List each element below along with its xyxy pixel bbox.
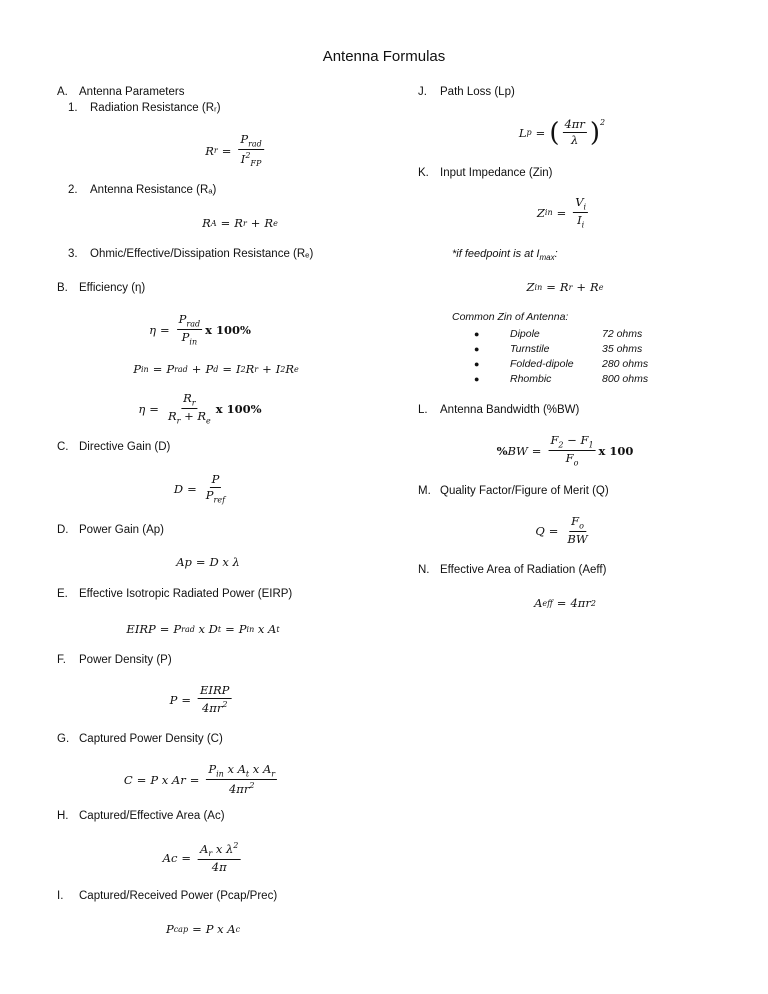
- formula-captured-area: Ac = $\frac{A_r x \lambda^2}{4\pi}$: [162, 841, 239, 875]
- list-item: ● Folded-dipole 280 ohms: [452, 356, 662, 371]
- formula-input-impedance: Z in = $\frac{V_i}{I_i}$: [536, 195, 587, 230]
- formula-captured-power-density: C = P x Ar = $\frac{P_{in} x A_t x A_r}{4\pi r^2}$: [123, 762, 276, 797]
- formula-bandwidth: % BW = $\frac{F_2 - F_1}{F_o}$ x 100: [496, 433, 634, 468]
- section-a3-heading: 3. Ohmic/Effective/Dissipation Resistance (Rₑ): [68, 248, 314, 260]
- zin-caption: Common Zin of Antenna:: [452, 311, 569, 323]
- section-f-heading: F. Power Density (P): [57, 654, 172, 666]
- list-item: ● Dipole 72 ohms: [452, 326, 662, 341]
- section-l-heading: L. Antenna Bandwidth (%BW): [418, 404, 580, 416]
- formula-efficiency-resistance: η = $\frac{R_r}{R_r + R_e}$ x 100%: [138, 391, 262, 426]
- section-e-heading: E. Effective Isotropic Radiated Power (EIRP): [57, 588, 293, 600]
- formula-antenna-resistance: R A = R r + R e: [202, 216, 278, 230]
- formula-path-loss: L p = ( $\frac{4\pi r}{\lambda}$ ) $^2$: [518, 117, 606, 148]
- formula-input-power: P in = P rad + P d = I 2 R r + I 2 R e: [133, 362, 299, 376]
- formula-eirp: EIRP = P rad x D t = P in x A t: [126, 622, 280, 636]
- section-b-heading: B. Efficiency (η): [57, 282, 146, 294]
- common-zin-list: [452, 311, 662, 386]
- section-h-heading: H. Captured/Effective Area (Ac): [57, 810, 225, 822]
- section-c-heading: C. Directive Gain (D): [57, 441, 171, 453]
- section-d-heading: D. Power Gain (Ap): [57, 524, 165, 536]
- section-j-heading: J. Path Loss (Lp): [418, 86, 515, 98]
- formula-effective-area: A eff = 4πr 2: [534, 596, 596, 610]
- formula-quality-factor: Q = $\frac{F_o}{BW}$: [535, 514, 588, 547]
- section-m-heading: M. Quality Factor/Figure of Merit (Q): [418, 485, 609, 497]
- section-i-heading: I. Captured/Received Power (Pcap/Prec): [57, 890, 278, 902]
- formula-radiation-resistance: R r = $\frac{P_{rad}}{I^2_{FP}}$: [205, 132, 262, 169]
- list-item: ● Rhombic 800 ohms: [452, 371, 662, 386]
- bullet-icon: ●: [474, 343, 480, 354]
- formula-power-density: P = $\frac{\text{EIRP}}{4\pi r^2}$: [169, 683, 230, 716]
- bullet-icon: ●: [474, 328, 480, 339]
- formula-power-gain: Ap = D x λ: [176, 555, 240, 569]
- section-a2-heading: 2. Antenna Resistance (Rₐ): [68, 184, 217, 196]
- feedpoint-note: *if feedpoint is at $I_{max}$:: [452, 248, 558, 263]
- bullet-icon: ●: [474, 358, 480, 369]
- formula-captured-power: P cap = P x A c: [165, 922, 241, 936]
- section-k-heading: K. Input Impedance (Zin): [418, 167, 553, 179]
- formula-efficiency-power: η = $\frac{P_{rad}}{P_{in}}$ x 100%: [149, 312, 251, 347]
- section-g-heading: G. Captured Power Density (C): [57, 733, 223, 745]
- section-n-heading: N. Effective Area of Radiation (Aeff): [418, 564, 607, 576]
- formula-zin-feedpoint: Z in = R r + R e: [526, 280, 604, 294]
- page-title: Antenna Formulas: [322, 48, 446, 65]
- formula-directive-gain: D = $\frac{P}{P_{ref}}$: [173, 472, 226, 505]
- bullet-icon: ●: [474, 373, 480, 384]
- list-item: ● Turnstile 35 ohms: [452, 341, 662, 356]
- section-a1-heading: 1. Radiation Resistance (Rᵣ): [68, 102, 221, 114]
- section-a-heading: A. Antenna Parameters: [57, 86, 185, 98]
